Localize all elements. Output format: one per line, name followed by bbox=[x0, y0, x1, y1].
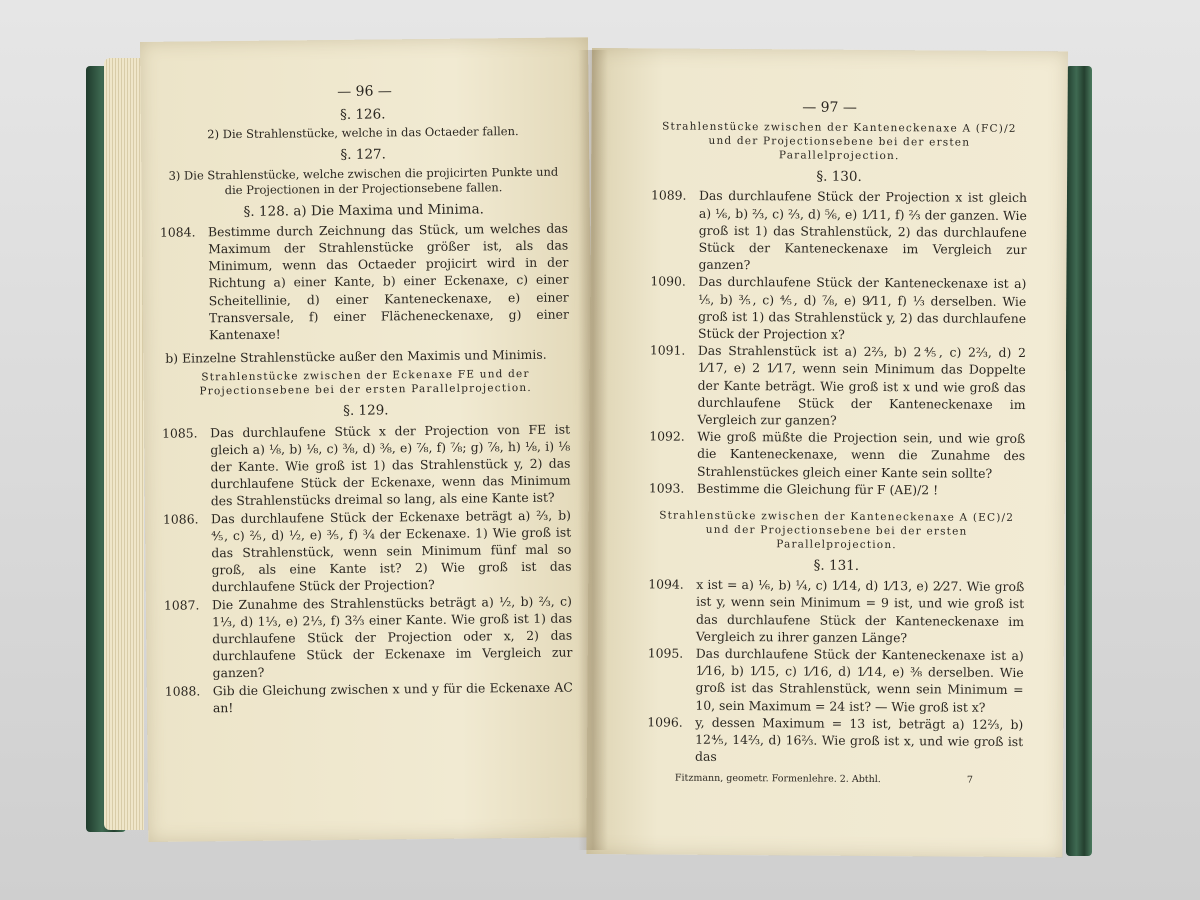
problem bbox=[649, 428, 1025, 482]
problem-text: x ist = a) ⅙, b) ¼, c) 1⁄14, d) 1⁄13, e) 2⁄27. Wie groß ist y, wenn sein Minimum = 9 ist, und wie groß ist das durchlaufene Stück der Kanteneckenaxe im Vergleich zu ihrer ganzen Länge? bbox=[695, 577, 1025, 646]
problem-number: 1085. bbox=[162, 425, 198, 441]
page-edges bbox=[104, 58, 144, 830]
footer-signature: Fitzmann, geometr. Formenlehre. 2. Abthl. bbox=[674, 772, 881, 785]
problem-text: Das durchlaufene Stück der Kanteneckenaxe ist a) 1⁄16, b) 1⁄15, c) 1⁄16, d) 1⁄14, e) ⅜ derselben. Wie groß ist das Strahlenstück, wenn sein Minimum = 10, sein Maximum = 24 ist? — Wie groß ist x? bbox=[695, 645, 1024, 715]
problem-text: Das durchlaufene Stück der Kanteneckenaxe ist a) ⅕, b) ⅗, c) ⅘, d) ⅞, e) 9⁄11, f) ⅓ derselben. Wie groß ist 1) das Strahlenstück y, 2) das durchlaufene Stück der Projection x? bbox=[697, 274, 1027, 342]
problem bbox=[650, 273, 1026, 344]
section-heading: §. 128. a) Die Maxima und Minima. bbox=[243, 201, 484, 220]
problem-number: 1096. bbox=[647, 714, 683, 730]
problem-number: 1089. bbox=[650, 187, 687, 204]
footer-signature-number: 7 bbox=[966, 774, 973, 786]
problem bbox=[649, 342, 1026, 431]
problem-text: Bestimme durch Zeichnung das Stück, um welches das Maximum der Strahlenstücke größer ist, als das Minimum, wenn das Octaeder projicirt wird in der Richtung a) einer Kante, b) einer Eckenaxe, c) einer Scheitellinie, d) einer Kanteneckenaxe, e) einer Transversale, f) einer Flächeneckenaxe, g) einer Kantenaxe! bbox=[207, 220, 569, 343]
right-page bbox=[586, 48, 1068, 857]
page-number: — 96 — bbox=[337, 83, 392, 100]
caption: Strahlenstücke zwischen der Kanteneckenaxe A (FC)/2 und der Projectionsebene bei der ersten Parallelprojection. bbox=[662, 120, 1017, 163]
page-footer bbox=[587, 768, 1063, 789]
problem-number: 1094. bbox=[648, 576, 684, 592]
problem-number: 1087. bbox=[163, 597, 200, 613]
section-heading: §. 127. bbox=[340, 146, 386, 164]
problem bbox=[649, 479, 1025, 499]
problem-number: 1092. bbox=[649, 428, 685, 444]
subheading: b) Einzelne Strahlenstücke außer den Maximis und Minimis. bbox=[165, 346, 547, 366]
right-page-text bbox=[587, 48, 1068, 789]
problem bbox=[160, 219, 569, 344]
problem bbox=[162, 420, 571, 510]
problem-number: 1086. bbox=[162, 511, 199, 527]
problem-text: Die Zunahme des Strahlenstücks beträgt a) ½, b) ⅔, c) 1⅓, d) 1⅓, e) 2⅓, f) 3⅔ einer Kante. Wie groß ist 1) das durchlaufene Stück der Projection oder x, 2) das durchlaufene Stück der Eckenaxe im Vergleich zur ganzen? bbox=[211, 593, 573, 681]
problem-text: Das durchlaufene Stück der Eckenaxe beträgt a) ⅔, b) ⅘, c) ⅖, d) ½, e) ⅗, f) ¾ der Eckenaxe. 1) Wie groß ist das Strahlenstück, wenn sein Minimum fünf mal so groß, als eine Kante ist? 2) Wie groß ist das durchlaufene Stück der Projection? bbox=[210, 507, 572, 595]
problem bbox=[647, 713, 1023, 767]
caption: Strahlenstücke zwischen der Eckenaxe FE und der Projectionsebene bei der ersten Parallelprojection. bbox=[199, 368, 532, 398]
book-cover-right bbox=[1066, 66, 1092, 856]
problem bbox=[650, 187, 1027, 276]
problem-number: 1093. bbox=[648, 480, 685, 496]
book-gutter bbox=[578, 50, 608, 850]
caption: Strahlenstücke zwischen der Kanteneckenaxe A (EC)/2 und der Projectionsebene bei der ersten Parallelprojection. bbox=[659, 509, 1015, 552]
problem-text: Wie groß müßte die Projection sein, und wie groß die Kanteneckenaxe, wenn die Zunahme des Strahlenstückes gleich einer Kante sein sollte? bbox=[696, 428, 1026, 481]
problem-text: y, dessen Maximum = 13 ist, beträgt a) 12⅔, b) 12⅘, 14⅔, d) 16⅔. Wie groß ist x, und wie groß ist das bbox=[695, 714, 1024, 765]
left-page-text bbox=[140, 37, 595, 717]
section-heading: §. 130. bbox=[816, 168, 862, 186]
problem-number: 1090. bbox=[650, 273, 686, 290]
section-heading: §. 126. bbox=[339, 106, 386, 124]
problem bbox=[164, 592, 573, 682]
page-number: — 97 — bbox=[802, 99, 858, 116]
problem bbox=[648, 576, 1024, 647]
problem-number: 1091. bbox=[649, 342, 686, 358]
section-heading: §. 129. bbox=[343, 402, 389, 420]
problem-number: 1095. bbox=[647, 645, 684, 661]
section-subtitle: 3) Die Strahlenstücke, welche zwischen die projicirten Punkte und die Projectionen in der Projectionsebene fallen. bbox=[168, 164, 559, 197]
section-heading: §. 131. bbox=[813, 557, 860, 574]
problem-text: Gib die Gleichung zwischen x und y für die Eckenaxe AC an! bbox=[212, 679, 573, 716]
section-subtitle: 2) Die Strahlenstücke, welche in das Octaeder fallen. bbox=[207, 124, 519, 142]
problem bbox=[647, 644, 1023, 715]
problem-number: 1084. bbox=[159, 224, 196, 240]
problem-text: Das Strahlenstück ist a) 2⅔, b) 2⅘, c) 2⅔, d) 2 1⁄17, e) 2 1⁄17, wenn sein Minimum das Doppelte der Kante beträgt. Wie groß ist x und wie groß das durchlaufene Stück der Kanteneckenaxe im Vergleich zur ganzen? bbox=[697, 342, 1026, 428]
problem bbox=[165, 678, 573, 717]
problem-text: Bestimme die Gleichung für F (AE)/2 ! bbox=[696, 480, 939, 498]
problem-number: 1088. bbox=[164, 683, 201, 699]
problem-text: Das durchlaufene Stück x der Projection von FE ist gleich a) ⅛, b) ⅛, c) ⅜, d) ⅜, e) ⅞, f) ⅞; g) ⅞, h) ⅛, i) ⅛ der Kante. Wie groß ist 1) das Strahlenstück y, 2) das durchlaufene Stück der Eckenaxe, wenn das Minimum des Strahlenstücks dreimal so lang, als eine Kante ist? bbox=[210, 421, 571, 509]
problem bbox=[163, 506, 572, 596]
left-page bbox=[140, 37, 596, 842]
problem-text: Das durchlaufene Stück der Projection x ist gleich a) ⅙, b) ⅔, c) ⅔, d) ⅚, e) 1⁄11, f) ⅔ der ganzen. Wie groß ist 1) das Strahlenstück, 2) das durchlaufene Stück der Kanteneckenaxe im Vergleich zur ganzen? bbox=[698, 188, 1028, 273]
